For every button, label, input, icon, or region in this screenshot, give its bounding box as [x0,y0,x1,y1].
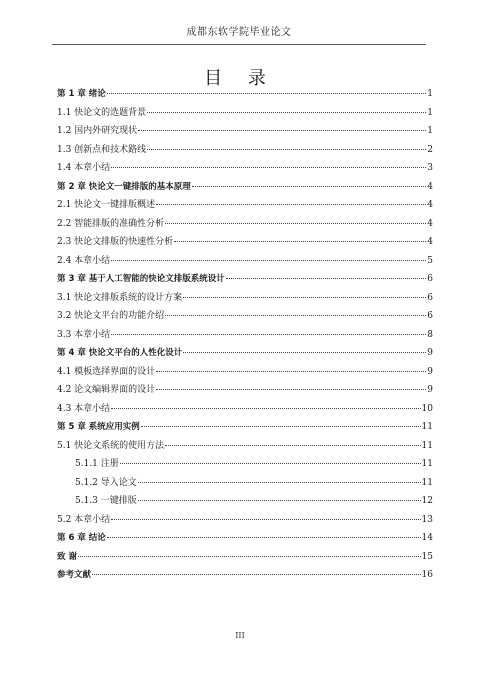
toc-entry-page-number: 11 [421,459,433,469]
toc-entry[interactable] [57,326,433,345]
toc-entry-title: 2.1 快论文一键排版概述 [57,200,156,210]
toc-entry[interactable] [57,233,433,252]
toc-entry-title: 第 5 章 系统应用实例 [57,422,140,432]
dot-leader [156,203,426,205]
toc-entry-page-number: 15 [421,551,433,562]
dot-leader [165,314,426,316]
dot-leader [141,425,421,427]
toc-entry-title: 5.1.3 一键排版 [75,496,137,506]
toc-entry[interactable] [57,289,433,308]
toc-entry-title: 第 4 章 快论文平台的人性化设计 [57,348,183,358]
toc-entry-title: 致 谢 [57,551,77,562]
dot-leader [192,185,426,187]
toc-entry-page-number: 1 [427,126,433,136]
dot-leader [147,111,426,113]
toc-entry[interactable] [57,566,433,585]
dot-leader [111,407,420,409]
toc-entry-page-number: 11 [421,422,433,432]
toc-entry[interactable] [57,437,433,456]
toc-entry-page-number: 4 [427,218,433,229]
toc-entry[interactable] [57,196,433,215]
dot-leader [183,296,426,298]
toc-entry-page-number: 3 [427,163,433,173]
toc-entry-title: 5.2 本章小结 [57,514,111,525]
dot-leader [156,370,426,372]
dot-leader [78,555,421,557]
toc-entry[interactable] [57,141,433,160]
toc-entry-page-number: 8 [427,329,433,340]
toc-entry[interactable] [57,104,433,123]
toc-entry[interactable] [57,252,433,271]
toc-entry-title: 第 6 章 结论 [57,533,106,543]
page-number: III [235,631,245,640]
toc-entry-page-number: 9 [427,366,433,377]
page-title: 目 录 [204,68,276,89]
toc-entry-title: 4.2 论文编辑界面的设计 [57,385,156,395]
dot-leader [111,166,426,168]
toc-entry-title: 1.3 创新点和技术路线 [57,144,147,155]
toc-entry-page-number: 6 [427,292,433,303]
toc-entry[interactable] [57,344,433,363]
toc-entry-title: 4.1 模板选择界面的设计 [57,366,156,377]
toc-entry-title: 3.2 快论文平台的功能介绍 [57,311,165,321]
toc-entry-page-number: 5 [427,255,433,266]
toc-entry-page-number: 13 [421,514,433,525]
toc-entry-title: 3.3 本章小结 [57,329,111,340]
toc-entry-page-number: 9 [427,348,433,358]
dot-leader [165,222,426,224]
dot-leader [111,333,426,335]
toc-entry-page-number: 4 [427,237,433,247]
toc-entry-page-number: 11 [421,440,433,451]
toc-entry-page-number: 14 [421,533,433,543]
toc-entry[interactable] [57,455,433,474]
dot-leader [138,481,421,483]
toc-entry-title: 5.1.2 导入论文 [75,477,137,488]
dot-leader [111,518,420,520]
toc-entry-page-number: 6 [427,311,433,321]
toc-entry-title: 5.1 快论文系统的使用方法 [57,440,165,451]
toc-entry-page-number: 6 [427,274,433,284]
toc-entry-page-number: 16 [421,570,433,580]
header-title: 成都东软学院毕业论文 [186,27,292,38]
toc-entry[interactable] [57,307,433,326]
dot-leader [120,462,421,464]
toc-entry[interactable] [57,529,433,548]
toc-entry-page-number: 4 [427,200,433,210]
dot-leader [107,536,421,538]
toc-entry-title: 1.1 快论文的选题背景 [57,107,147,118]
dot-leader [107,92,426,94]
toc-entry-title: 2.2 智能排版的准确性分析 [57,218,165,229]
toc-entry-title: 参考文献 [57,570,92,580]
toc-entry-title: 2.4 本章小结 [57,255,111,266]
toc-entry[interactable] [57,363,433,382]
dot-leader [156,388,426,390]
toc-entry-page-number: 2 [427,144,433,155]
toc-entry[interactable] [57,548,433,567]
dot-leader [138,129,426,131]
dot-leader [183,351,426,353]
table-of-contents [57,85,433,585]
toc-entry-page-number: 10 [421,403,433,414]
toc-entry-title: 5.1.1 注册 [75,459,119,469]
dot-leader [147,148,426,150]
running-header [52,14,426,45]
toc-entry-title: 4.3 本章小结 [57,403,111,414]
dot-leader [174,240,426,242]
toc-entry[interactable] [57,492,433,511]
toc-entry-title: 第 2 章 快论文一键排版的基本原理 [57,181,191,192]
toc-entry-page-number: 11 [421,477,433,488]
toc-entry[interactable] [57,159,433,178]
toc-entry[interactable] [57,85,433,104]
toc-entry[interactable] [57,511,433,530]
dot-leader [111,259,426,261]
toc-entry[interactable] [57,381,433,400]
toc-entry[interactable] [57,215,433,234]
toc-entry-page-number: 9 [427,385,433,395]
toc-entry[interactable] [57,270,433,289]
toc-entry-title: 第 3 章 基于人工智能的快论文排版系统设计 [57,274,225,284]
toc-entry-title: 1.2 国内外研究现状 [57,126,138,136]
toc-entry-title: 3.1 快论文排版系统的设计方案 [57,292,183,303]
toc-entry[interactable] [57,474,433,493]
toc-entry[interactable] [57,400,433,419]
dot-leader [138,499,421,501]
toc-entry-page-number: 12 [421,496,433,506]
toc-entry[interactable] [57,178,433,197]
toc-entry-page-number: 1 [427,89,433,99]
dot-leader [165,444,420,446]
toc-entry-page-number: 4 [427,181,433,192]
toc-entry-title: 第 1 章 绪论 [57,89,106,99]
toc-entry-page-number: 1 [427,107,433,118]
toc-entry[interactable] [57,122,433,141]
toc-entry-title: 2.3 快论文排版的快速性分析 [57,237,174,247]
toc-entry-title: 1.4 本章小结 [57,163,111,173]
toc-entry[interactable] [57,418,433,437]
dot-leader [226,277,426,279]
dot-leader [92,573,421,575]
